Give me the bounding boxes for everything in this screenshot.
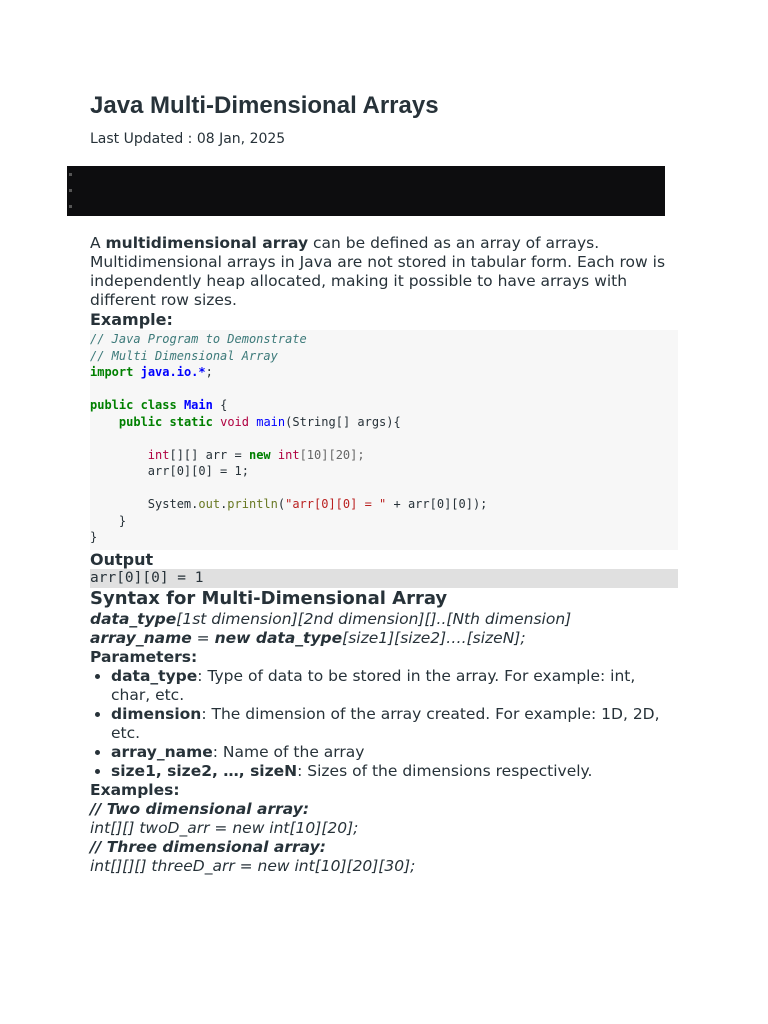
code-field: out xyxy=(198,497,221,511)
param-desc: : Name of the array xyxy=(212,742,365,761)
example-label: Example: xyxy=(90,310,173,329)
code-type: int xyxy=(277,447,300,462)
code-keyword: new xyxy=(248,447,271,462)
list-item xyxy=(111,705,678,743)
intro-bold: multidimensional array xyxy=(105,234,309,252)
syntax-rest: [size1][size2]….[sizeN]; xyxy=(342,628,526,647)
syntax-bold: new data_type xyxy=(214,628,343,647)
code-text: } xyxy=(90,530,98,544)
code-function: main xyxy=(256,414,286,429)
output-box: arr[0][0] = 1 xyxy=(90,569,678,588)
code-text: [10][20]; xyxy=(299,447,365,462)
code-string: "arr[0][0] = " xyxy=(285,497,387,511)
intro-suffix: can be defined as an array of arrays. Multidimensional arrays in Java are not stored in tabular form. Each row is independently heap allocated, making it possible to have arrays with different row sizes. xyxy=(90,234,666,309)
banner-dot xyxy=(69,189,72,192)
param-term: dimension xyxy=(111,704,202,723)
syntax-line-2 xyxy=(90,629,678,648)
code-text: + arr[0][0]); xyxy=(386,497,488,511)
page-title: Java Multi-Dimensional Arrays xyxy=(90,92,439,119)
syntax-rest: = xyxy=(191,628,215,647)
code-keyword: static xyxy=(169,414,213,429)
output-label: Output xyxy=(90,549,154,569)
intro-paragraph xyxy=(90,234,678,310)
code-keyword: class xyxy=(140,398,177,412)
two-d-comment: // Two dimensional array: xyxy=(90,799,310,818)
banner-dot xyxy=(69,205,72,208)
parameters-list xyxy=(90,667,678,781)
article-content xyxy=(90,234,678,876)
code-type: int xyxy=(147,447,170,462)
code-keyword: import xyxy=(90,365,134,379)
syntax-bold: array_name xyxy=(90,628,192,647)
code-class-name: Main xyxy=(183,398,213,412)
param-desc: : The dimension of the array created. For example: 1D, 2D, etc. xyxy=(111,704,660,742)
param-term: size1, size2, …, sizeN xyxy=(111,761,298,780)
syntax-rest: [1st dimension][2nd dimension][]..[Nth dimension] xyxy=(176,609,572,628)
code-text: arr[0][0] = 1; xyxy=(147,464,249,478)
param-term: data_type xyxy=(111,666,198,685)
code-keyword: public xyxy=(118,414,163,429)
code-keyword: public xyxy=(90,398,134,412)
examples-label: Examples: xyxy=(90,780,180,799)
syntax-line-1 xyxy=(90,610,678,629)
banner-dot xyxy=(69,173,72,176)
three-d-code: int[][][] threeD_arr = new int[10][20][30]; xyxy=(90,856,416,875)
code-comment: // Multi Dimensional Array xyxy=(90,348,278,363)
code-text: [][] arr = xyxy=(169,447,249,462)
code-text: (String[] args){ xyxy=(285,414,401,429)
syntax-bold: data_type xyxy=(90,609,177,628)
code-text: } xyxy=(118,513,127,528)
list-item xyxy=(111,743,678,762)
two-d-code: int[][] twoD_arr = new int[10][20]; xyxy=(90,818,359,837)
dark-banner xyxy=(67,166,665,216)
syntax-heading: Syntax for Multi-Dimensional Array xyxy=(90,587,448,609)
code-comment: // Java Program to Demonstrate xyxy=(90,332,307,346)
parameters-label: Parameters: xyxy=(90,647,198,666)
intro-prefix: A xyxy=(90,234,106,252)
code-type: void xyxy=(220,414,249,429)
param-term: array_name xyxy=(111,742,213,761)
param-desc: : Type of data to be stored in the array. For example: int, char, etc. xyxy=(111,666,636,704)
list-item xyxy=(111,762,678,781)
code-block: // Java Program to Demonstrate // Multi Dimensional Array import java.io.*; public class Main { public static void main(String[] args){ int[][] arr = new int[10][20]; arr[0][0] = 1; System.out.println("arr[0][0] = " + arr[0][0]); } } xyxy=(90,330,678,550)
code-text: System. xyxy=(147,497,199,511)
code-function: println xyxy=(227,497,278,511)
three-d-comment: // Three dimensional array: xyxy=(90,837,326,856)
last-updated: Last Updated : 08 Jan, 2025 xyxy=(90,131,286,147)
list-item xyxy=(111,667,678,705)
param-desc: : Sizes of the dimensions respectively. xyxy=(297,761,593,780)
code-package: java.io.* xyxy=(140,365,206,379)
